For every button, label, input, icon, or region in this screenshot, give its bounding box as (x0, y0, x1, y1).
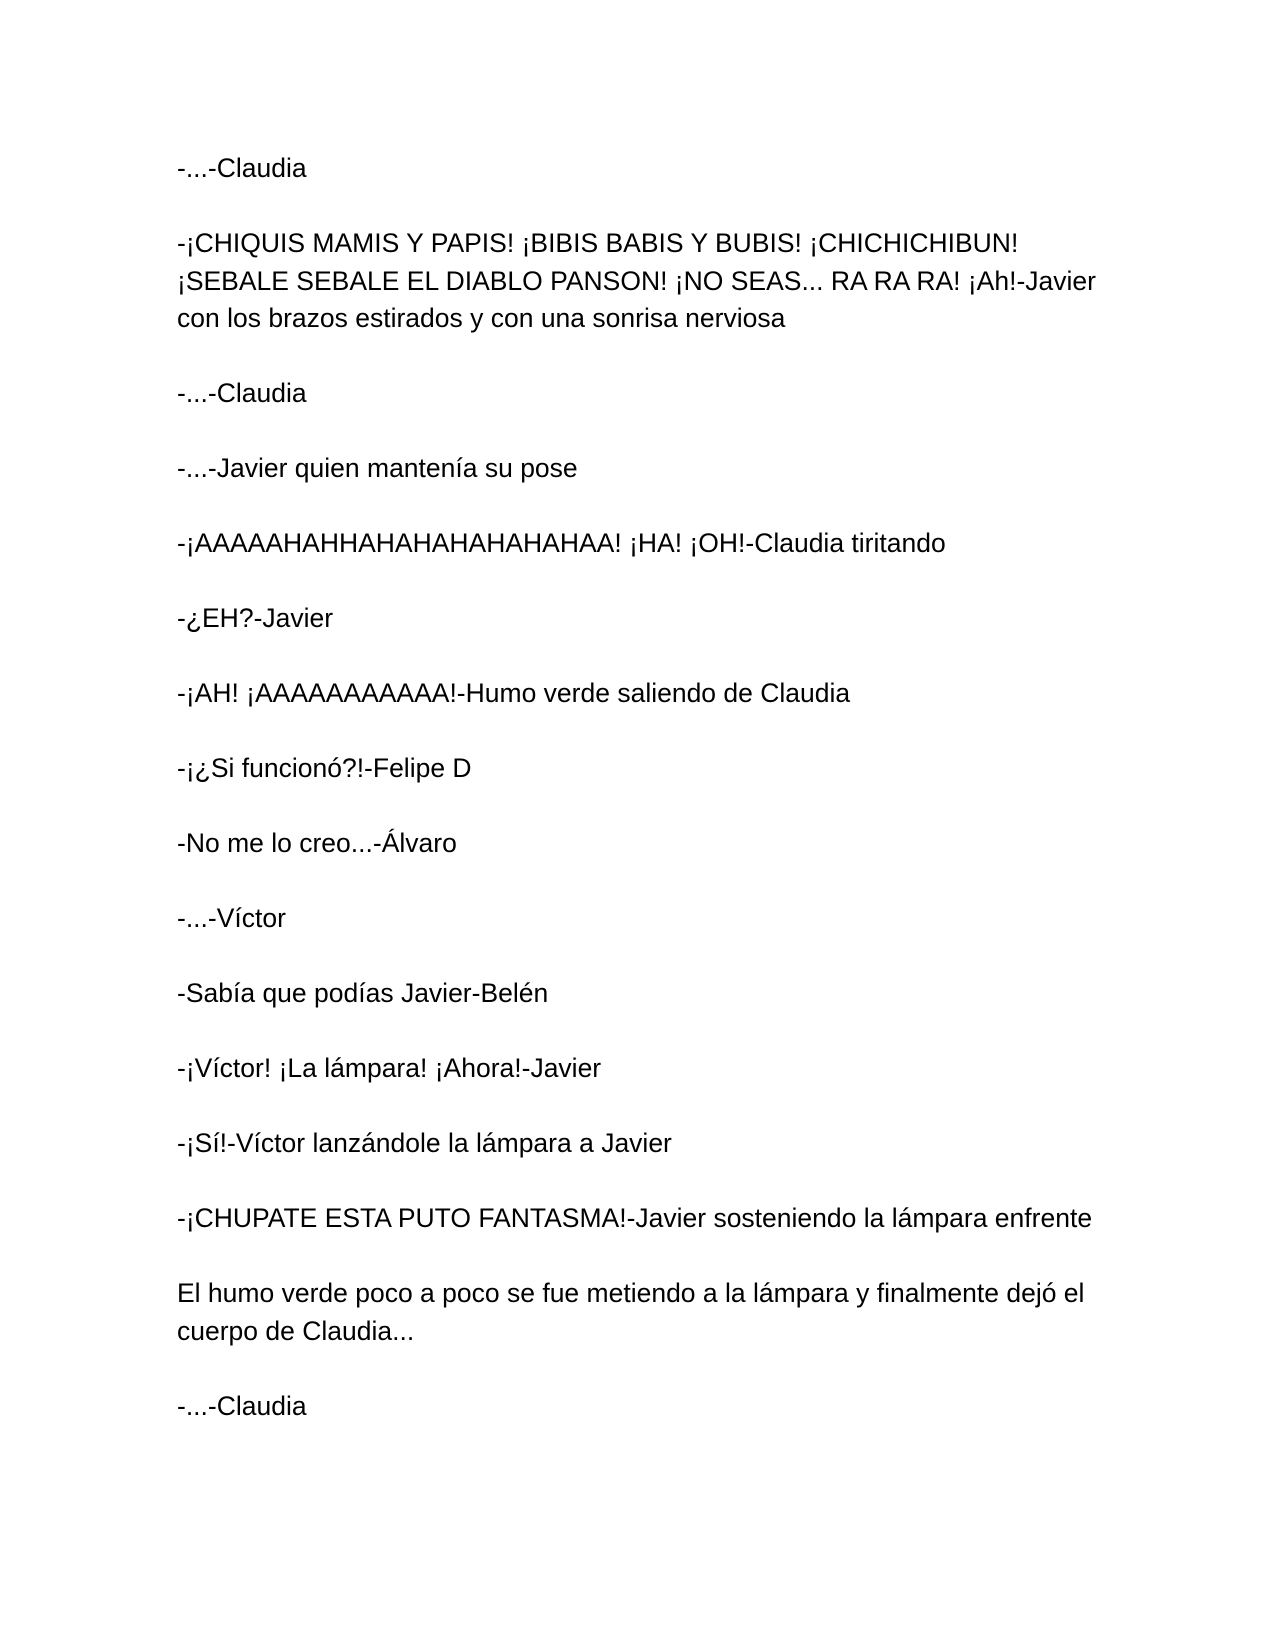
paragraph: -...-Claudia (177, 153, 307, 183)
paragraph: -¡Víctor! ¡La lámpara! ¡Ahora!-Javier (177, 1053, 602, 1083)
paragraph: -...-Javier quien mantenía su pose (177, 453, 578, 483)
paragraph: -No me lo creo...-Álvaro (177, 828, 457, 858)
document-page (177, 150, 1097, 1463)
paragraph: -¡CHIQUIS MAMIS Y PAPIS! ¡BIBIS BABIS Y BUBIS! ¡CHICHICHIBUN! ¡SEBALE SEBALE EL DIABLO PANSON! ¡NO SEAS... RA RA RA! ¡Ah!-Javier con los brazos estirados y con una sonrisa nerviosa (177, 228, 1096, 333)
paragraph: -...-Claudia (177, 1390, 307, 1421)
paragraph: -¿EH?-Javier (177, 603, 334, 633)
paragraph: -¡Sí!-Víctor lanzándole la lámpara a Javier (177, 1128, 672, 1158)
paragraph: -...-Claudia (177, 378, 307, 408)
paragraph: El humo verde poco a poco se fue metiendo a la lámpara y finalmente dejó el cuerpo de Claudia... (177, 1278, 1085, 1346)
paragraph: -¡AAAAAHAHHAHAHAHAHAHAHAA! ¡HA! ¡OH!-Claudia tiritando (177, 528, 946, 558)
paragraph: -...-Víctor (177, 903, 286, 933)
paragraph: -Sabía que podías Javier-Belén (177, 978, 549, 1008)
paragraph: -¡¿Si funcionó?!-Felipe D (177, 753, 472, 783)
paragraph: -¡CHUPATE ESTA PUTO FANTASMA!-Javier sosteniendo la lámpara enfrente (177, 1203, 1093, 1233)
paragraph: -¡AH! ¡AAAAAAAAAAA!-Humo verde saliendo de Claudia (177, 678, 851, 708)
